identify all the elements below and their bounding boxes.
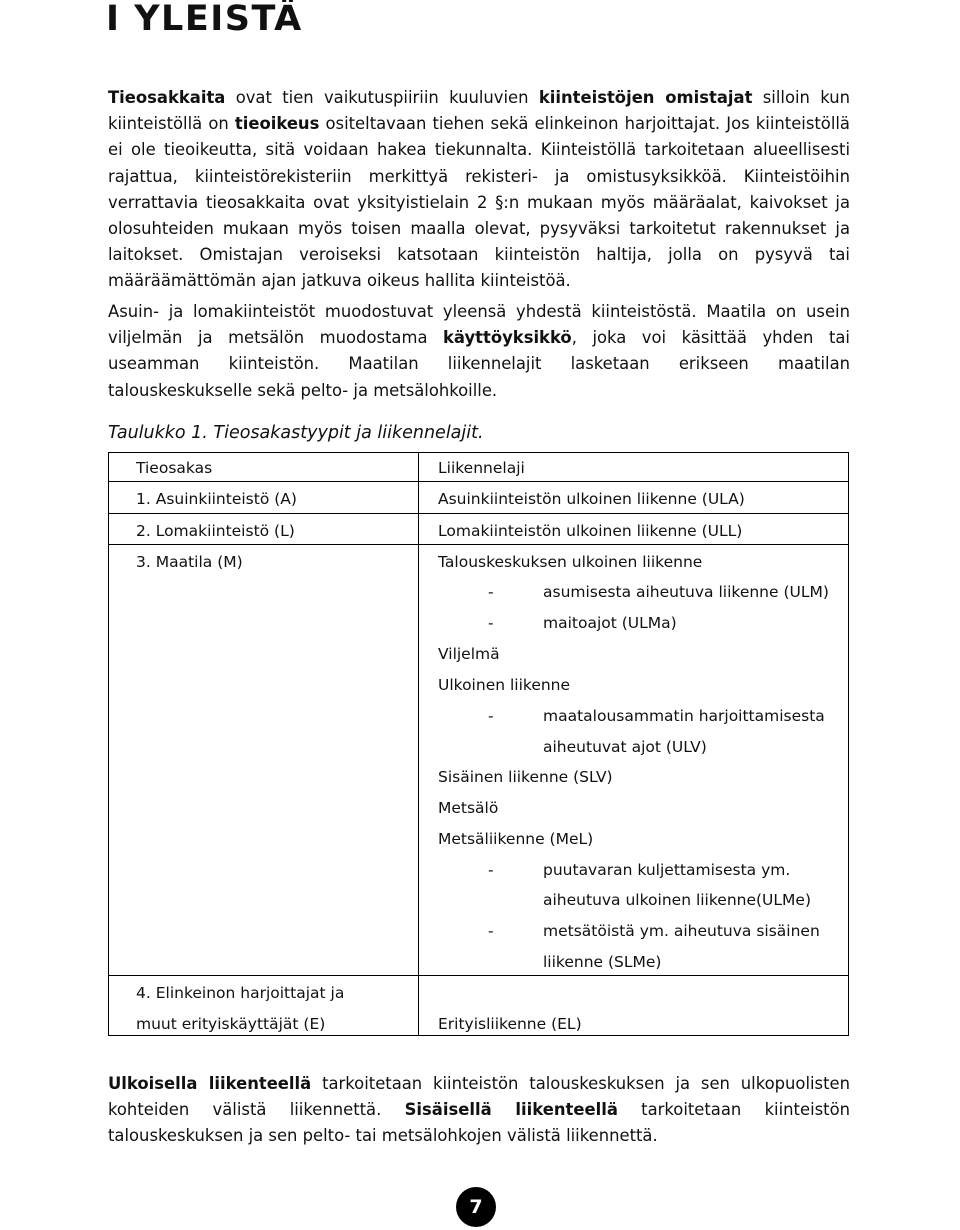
dash-bullet: - bbox=[488, 922, 494, 940]
text-span: tarkoitetaan kiinteistön talouskeskuksen ja sen ulkopuolisten kohteiden välistä liikennettä. bbox=[108, 1074, 850, 1120]
table-cell: metsätöistä ym. aiheutuva sisäinen bbox=[543, 922, 820, 940]
column-divider bbox=[418, 453, 419, 1035]
table-cell: maitoajot (ULMa) bbox=[543, 614, 677, 632]
text-span: Asuin- ja lomakiinteistöt muodostuvat yleensä yhdestä kiinteistöstä. Maatila on usein viljelmän ja metsälön muodostama bbox=[108, 302, 850, 348]
header-owner-type: Tieosakas bbox=[136, 459, 213, 477]
table-cell: Lomakiinteistön ulkoinen liikenne (ULL) bbox=[438, 522, 743, 540]
traffic-definition-paragraph bbox=[108, 1071, 850, 1150]
table-cell: liikenne (SLMe) bbox=[543, 953, 662, 971]
text-span: , joka voi käsittää yhden tai useamman kiinteistön. Maatilan liikennelajit lasketaan erikseen maatilan talouskeskukselle sekä pelto- ja metsälohkoille. bbox=[108, 328, 850, 400]
table-cell: 4. Elinkeinon harjoittajat ja bbox=[136, 984, 345, 1002]
text-span: tarkoitetaan kiinteistön talouskeskuksen ja sen pelto- tai metsälohkojen välistä liikennettä. bbox=[108, 1100, 851, 1146]
table-cell: Sisäinen liikenne (SLV) bbox=[438, 768, 613, 786]
dash-bullet: - bbox=[488, 614, 494, 632]
text-span: ovat tien vaikutuspiiriin kuuluvien bbox=[225, 88, 539, 107]
term-omistajat: kiinteistöjen omistajat bbox=[538, 88, 753, 107]
table-cell: Ulkoinen liikenne bbox=[438, 676, 571, 694]
table-cell: asumisesta aiheutuva liikenne (ULM) bbox=[543, 583, 829, 601]
dash-bullet: - bbox=[488, 861, 494, 879]
table-cell: 2. Lomakiinteistö (L) bbox=[136, 522, 295, 540]
table-cell: maatalousammatin harjoittamisesta bbox=[543, 707, 825, 725]
page-heading: I YLEISTÄ bbox=[106, 0, 303, 39]
table-cell: puutavaran kuljettamisesta ym. bbox=[543, 861, 791, 879]
table-cell: Viljelmä bbox=[438, 645, 500, 663]
table-cell: Talouskeskuksen ulkoinen liikenne bbox=[438, 553, 703, 571]
term-sisainen-liikenne: Sisäisellä liikenteellä bbox=[404, 1100, 618, 1120]
dash-bullet: - bbox=[488, 583, 494, 601]
page-number-badge: 7 bbox=[456, 1187, 496, 1227]
row-divider bbox=[109, 975, 848, 976]
row-divider bbox=[109, 481, 848, 482]
term-tieosakkaita: Tieosakkaita bbox=[108, 88, 226, 107]
dash-bullet: - bbox=[488, 707, 494, 725]
table-cell: Erityisliikenne (EL) bbox=[438, 1015, 582, 1033]
text-span: ositeltavaan tiehen sekä elinkeinon harjoittajat. Jos kiinteistöllä ei ole tieoikeutta, sitä voidaan hakea tiekunnalta. Kiinteistöllä tarkoitetaan alueellisesti rajattua, kiinteistörekisteriin merkittyä rekisteri- ja omistusyksikköä. Kiinteistöihin verrattavia tieosakkaita ovat yksityistielain 2 §:n mukaan myös määräalat, kaivokset ja olosuhteiden mukaan myös toisen maalla olevat, pysyväksi tarkoitetut rakennukset ja laitokset. Omistajan veroiseksi katsotaan kiinteistön haltija, jolla on pysyvä tai määräämättömän ajan jatkuva oikeus hallita kiinteistöä. bbox=[108, 114, 850, 291]
table-cell: aiheutuva ulkoinen liikenne(ULMe) bbox=[543, 891, 811, 909]
table-cell: muut erityiskäyttäjät (E) bbox=[136, 1015, 326, 1033]
table-cell: Metsäliikenne (MeL) bbox=[438, 830, 594, 848]
text-span: silloin kun kiinteistöllä on bbox=[108, 88, 850, 134]
term-kayttoyksikko: käyttöyksikkö bbox=[443, 328, 572, 348]
row-divider bbox=[109, 513, 848, 514]
table-caption: Taulukko 1. Tieosakastyypit ja liikennelajit. bbox=[108, 423, 484, 443]
table-cell: aiheutuvat ajot (ULV) bbox=[543, 738, 707, 756]
table-cell: 1. Asuinkiinteistö (A) bbox=[136, 490, 297, 508]
table-cell: Metsälö bbox=[438, 799, 499, 817]
term-tieoikeus: tieoikeus bbox=[234, 114, 320, 134]
farm-paragraph bbox=[108, 299, 850, 404]
owner-type-table bbox=[108, 452, 849, 1036]
header-traffic-type: Liikennelaji bbox=[438, 459, 525, 477]
table-cell: 3. Maatila (M) bbox=[136, 553, 243, 571]
table-cell: Asuinkiinteistön ulkoinen liikenne (ULA) bbox=[438, 490, 745, 508]
intro-paragraph bbox=[108, 85, 850, 295]
term-ulkoinen-liikenne: Ulkoisella liikenteellä bbox=[108, 1074, 312, 1093]
row-divider bbox=[109, 544, 848, 545]
